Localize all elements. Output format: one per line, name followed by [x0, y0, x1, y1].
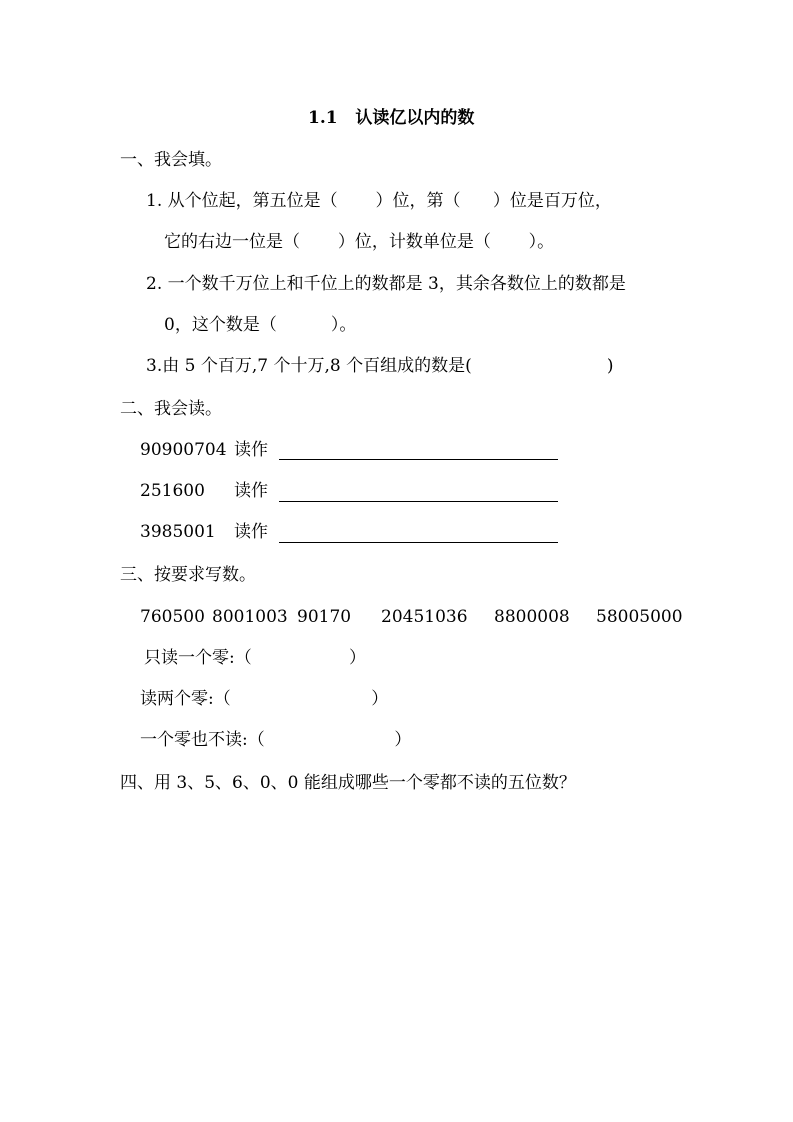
no-zero-line: 一个零也不读:（ ）	[140, 730, 412, 750]
number-item: 8800008	[494, 607, 570, 627]
answer-line-1[interactable]	[279, 459, 558, 460]
q2-line1: 2. 一个数千万位上和千位上的数都是 3，其余各数位上的数都是	[146, 274, 626, 294]
read-label-2: 读作	[234, 481, 268, 501]
section2-heading: 二、我会读。	[120, 399, 222, 419]
section4-heading: 四、用 3、5、6、0、0 能组成哪些一个零都不读的五位数？	[120, 773, 576, 793]
answer-line-3[interactable]	[279, 542, 558, 543]
section3-heading: 三、按要求写数。	[120, 565, 256, 585]
number-item: 90170	[297, 607, 352, 627]
page-title: 1.1 认读亿以内的数	[308, 108, 475, 128]
read-number-3: 3985001	[140, 522, 216, 542]
number-item: 760500	[140, 607, 205, 627]
two-zeros-line: 读两个零:（ ）	[140, 689, 389, 709]
read-label-3: 读作	[234, 522, 268, 542]
section1-heading: 一、我会填。	[120, 150, 222, 170]
q1-line1: 1. 从个位起，第五位是（ ）位，第（ ）位是百万位，	[146, 191, 612, 211]
read-number-1: 90900704	[140, 440, 227, 460]
number-item: 58005000	[596, 607, 683, 627]
read-label-1: 读作	[234, 440, 268, 460]
answer-line-2[interactable]	[279, 501, 558, 502]
q2-line2: 0，这个数是（ ）。	[164, 315, 357, 335]
q3-line: 3.由 5 个百万,7 个十万,8 个百组成的数是( )	[146, 356, 614, 376]
read-number-2: 251600	[140, 481, 205, 501]
number-item: 20451036	[381, 607, 468, 627]
number-item: 8001003	[212, 607, 288, 627]
only-one-zero-line: 只读一个零:（ ）	[144, 648, 366, 668]
q1-line2: 它的右边一位是（ ）位，计数单位是（ ）。	[164, 232, 555, 252]
